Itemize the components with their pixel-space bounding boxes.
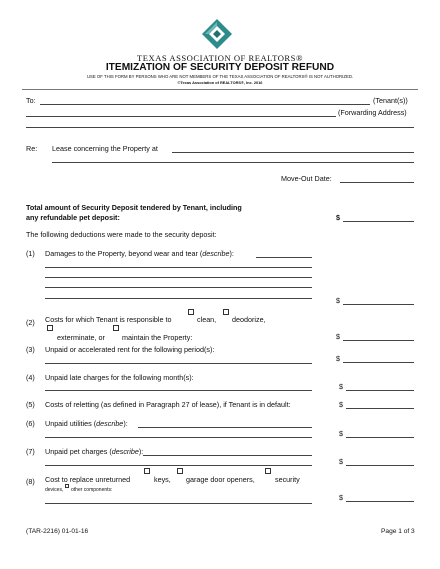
deodorize-checkbox[interactable] xyxy=(223,309,229,315)
keys-label: keys, xyxy=(154,475,171,484)
item-8-field[interactable] xyxy=(45,503,312,504)
keys-checkbox[interactable] xyxy=(144,468,150,474)
item-4-label: Unpaid late charges for the following month(s): xyxy=(45,373,194,382)
property-address-field[interactable] xyxy=(172,152,414,153)
item-5-amount-field[interactable] xyxy=(346,408,414,409)
item-3-number: (3) xyxy=(26,345,35,354)
item-7-label: Unpaid pet charges (describe): xyxy=(45,447,144,456)
item-1-field-5[interactable] xyxy=(45,298,312,299)
item-2-label: Costs for which Tenant is responsible to xyxy=(45,315,172,324)
form-number: (TAR-2216) 01-01-16 xyxy=(26,528,89,535)
maintain-label: maintain the Property: xyxy=(122,333,193,342)
item-5-dollar: $ xyxy=(339,400,343,409)
item-8-label: Cost to replace unreturned xyxy=(45,475,131,484)
item-2-number: (2) xyxy=(26,318,35,327)
garage-door-label: garage door openers, xyxy=(186,475,255,484)
item-3-amount-field[interactable] xyxy=(343,362,414,363)
re-label: Re: xyxy=(26,144,38,153)
item-8-number: (8) xyxy=(26,477,35,486)
clean-checkbox[interactable] xyxy=(188,309,194,315)
item-7-amount-field[interactable] xyxy=(346,465,414,466)
item-6-amount-field[interactable] xyxy=(346,437,414,438)
devices-label: devices, xyxy=(45,487,64,493)
copyright: ©Texas Association of REALTORS®, Inc. 2016 xyxy=(177,80,263,85)
item-6-number: (6) xyxy=(26,419,35,428)
item-3-field[interactable] xyxy=(45,363,312,364)
item-7-field[interactable] xyxy=(143,455,312,456)
item-4-dollar: $ xyxy=(339,382,343,391)
divider-top xyxy=(22,89,418,90)
total-line1: Total amount of Security Deposit tendered by Tenant, including xyxy=(26,203,242,212)
clean-label: clean, xyxy=(197,315,217,324)
property-address-field-2[interactable] xyxy=(52,162,414,163)
tenant-caption: (Tenant(s)) xyxy=(373,96,408,105)
item-6-field[interactable] xyxy=(138,427,312,428)
item-1-field-3[interactable] xyxy=(45,277,312,278)
security-label: security xyxy=(275,475,300,484)
item-3-dollar: $ xyxy=(336,354,340,363)
item-1-number: (1) xyxy=(26,249,35,258)
item-8-dollar: $ xyxy=(339,493,343,502)
forwarding-caption: (Forwarding Address) xyxy=(338,108,407,117)
forwarding-address-field-2[interactable] xyxy=(26,127,414,128)
security-devices-checkbox[interactable] xyxy=(265,468,271,474)
re-text: Lease concerning the Property at xyxy=(52,144,158,153)
deodorize-label: deodorize, xyxy=(232,315,266,324)
total-amount-field[interactable] xyxy=(343,221,414,222)
item-1-field[interactable] xyxy=(256,257,312,258)
item-2-dollar: $ xyxy=(336,332,340,341)
item-3-label: Unpaid or accelerated rent for the following period(s): xyxy=(45,345,215,354)
item-7-dollar: $ xyxy=(339,457,343,466)
moveout-date-field[interactable] xyxy=(340,182,414,183)
form-title: ITEMIZATION OF SECURITY DEPOSIT REFUND xyxy=(105,62,335,73)
item-7-number: (7) xyxy=(26,447,35,456)
item-5-number: (5) xyxy=(26,400,35,409)
moveout-label: Move-Out Date: xyxy=(281,174,332,183)
item-4-field[interactable] xyxy=(45,390,312,391)
item-6-label: Unpaid utilities (describe): xyxy=(45,419,128,428)
to-label: To: xyxy=(26,96,36,105)
item-1-dollar: $ xyxy=(336,296,340,305)
other-components-checkbox[interactable] xyxy=(65,484,69,488)
item-4-number: (4) xyxy=(26,373,35,382)
item-7-field-2[interactable] xyxy=(45,465,312,466)
item-4-amount-field[interactable] xyxy=(346,390,414,391)
maintain-checkbox[interactable] xyxy=(113,325,119,331)
other-components-label: other components: xyxy=(71,487,113,493)
exterminate-label: exterminate, or xyxy=(57,333,105,342)
total-dollar: $ xyxy=(336,213,340,222)
item-1-label: Damages to the Property, beyond wear and tear (describe): xyxy=(45,249,234,258)
item-5-label: Costs of reletting (as defined in Paragraph 27 of lease), if Tenant is in default: xyxy=(45,400,291,409)
page-number: Page 1 of 3 xyxy=(381,528,415,535)
total-line2: any refundable pet deposit: xyxy=(26,213,120,222)
exterminate-checkbox[interactable] xyxy=(47,325,53,331)
item-2-amount-field[interactable] xyxy=(343,340,414,341)
tar-logo-icon xyxy=(200,17,234,51)
deductions-intro: The following deductions were made to the security deposit: xyxy=(26,230,217,239)
item-6-dollar: $ xyxy=(339,429,343,438)
tenant-field[interactable] xyxy=(40,104,370,105)
item-1-field-2[interactable] xyxy=(45,267,312,268)
item-6-field-2[interactable] xyxy=(45,437,312,438)
org-name: TEXAS ASSOCIATION OF REALTORS® xyxy=(137,53,303,63)
garage-door-checkbox[interactable] xyxy=(177,468,183,474)
item-1-amount-field[interactable] xyxy=(343,304,414,305)
forwarding-address-field[interactable] xyxy=(26,116,336,117)
item-1-field-4[interactable] xyxy=(45,287,312,288)
item-8-amount-field[interactable] xyxy=(346,501,414,502)
disclaimer: USE OF THIS FORM BY PERSONS WHO ARE NOT MEMBERS OF THE TEXAS ASSOCIATION OF REALTORS® IS NOT AUTHORIZED. xyxy=(86,74,354,79)
